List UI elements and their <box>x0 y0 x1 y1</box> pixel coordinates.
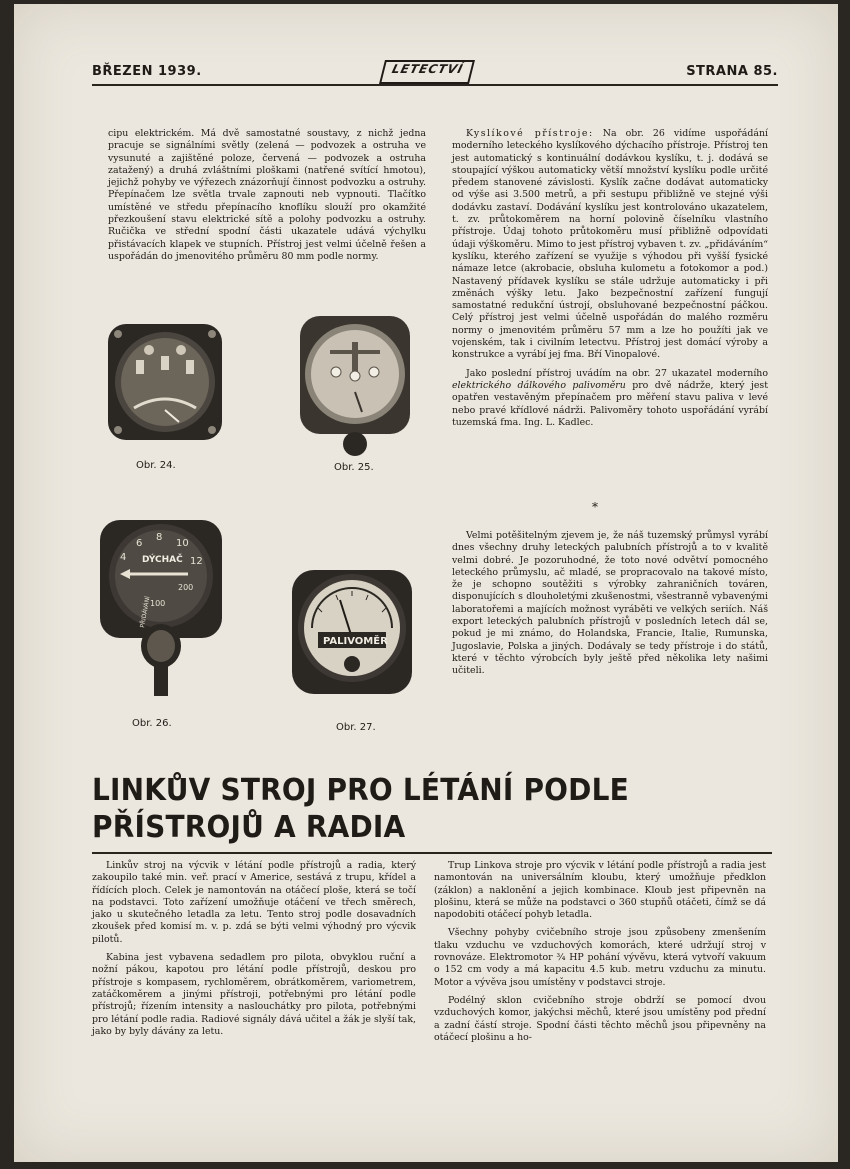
article-headline: LINKŮV STROJ PRO LÉTÁNÍ PODLE PŘÍSTROJŮ A RADIA <box>92 772 629 845</box>
figure-24-instrument-photo <box>104 320 226 444</box>
paragraph: Jako poslední přístroj uvádím na obr. 27 ukazatel moderního elektrického dálkového palivoměru pro dvě nádrže, který jest opatřen vestavěným přepínačem pro měření stavu paliva v levé nebo pravé křídlové nádrži. Palivoměry tohoto uspořádání vyrábí tuzemská fma. Ing. L. Kadlec. <box>452 367 768 428</box>
figure-26-oxygen-apparatus-photo <box>98 516 226 698</box>
top-right-column <box>452 128 768 435</box>
page-number: STRANA 85. <box>686 64 778 79</box>
svg-text:12: 12 <box>190 556 203 567</box>
svg-text:100: 100 <box>150 599 166 608</box>
figure-27-fuel-gauge-photo <box>288 566 416 706</box>
magazine-logo: LETECTVÍ <box>379 60 475 84</box>
paragraph: Všechny pohyby cvičebního stroje jsou způsobeny zmenšením tlaku vzduchu ve vzduchových komorách, které udržují stroj v rovnováze. Elektromotor ¾ HP pohání vývěvu, která vytvoří vakuum o 152 cm vody a má kapacitu 4.5 kub. metru vzduchu za minutu. Motor a vývěva jsou umístěny v podstavci stroje. <box>434 927 766 988</box>
top-left-column <box>108 128 426 269</box>
bottom-left-column <box>92 860 416 1044</box>
dial-label: PALIVOMĚR <box>323 636 388 647</box>
figure-25-instrument-photo <box>296 312 414 460</box>
top-right-column-continued <box>452 530 768 684</box>
figure-27-caption: Obr. 27. <box>336 722 376 733</box>
paragraph: Trup Linkova stroje pro výcvik v létání podle přístrojů a radia jest namontován na universálním kloubu, který umožňuje předklon (záklon) a naklonění a jejich kombinace. Kloub jest připevněn na plošinu, která se může na podstavci o 360 stupňů otáčeti, čímž se dá napodobiti otáčecí pohyb letadla. <box>434 860 766 921</box>
headline-rule <box>92 852 772 854</box>
bottom-right-column <box>434 860 766 1050</box>
paragraph: Linkův stroj na výcvik v létání podle přístrojů a radia, který zakoupilo také min. veř. prací v Americe, sestává z trupu, křídel a řídících ploch. Celek je namontován na otáčecí ploše, která se točí na podstavci. Toto zařízení umožňuje otáčení ve třech směrech, jako u skutečného letadla za letu. Tento stroj podle dosavadních zkoušek před komisí m. v. p. zdá se býti velmi výhodný pro výcvik pilotů. <box>92 860 416 945</box>
page-header <box>92 58 778 86</box>
figure-25-caption: Obr. 25. <box>334 462 374 473</box>
paragraph: Velmi potěšitelným zjevem je, že náš tuzemský průmysl vyrábí dnes všechny druhy leteckých palubních přístrojů a to v kvalitě velmi dobré. Je pozoruhodné, že toto nové odvětví pomocného leteckého průmyslu, ač mladé, se propracovalo na takové místo, že je schopno soutěžiti s výrobky zahraničních továren, disponujících s dlouholetými zkušenostmi, všestranně vybavenými laboratořemi a majících možnost vyráběti ve velkých seriích. Náš export leteckých palubních přístrojů v posledních letech dál se, pokud je mi známo, do Holandska, Francie, Italie, Rumunska, Jugoslavie, Polska a jiných. Dodávaly se tedy přístroje i do států, které v těchto výrobcích byly ještě před několika lety našimi učiteli. <box>452 530 768 677</box>
section-lead: Kyslíkové přístroje: <box>466 128 594 139</box>
svg-text:200: 200 <box>178 583 194 592</box>
section-separator: * <box>592 500 598 514</box>
paragraph: Podélný sklon cvičebního stroje obdrží se pomocí dvou vzduchových komor, jakýchsi měchů, které jsou umístěny pod přední a zadní částí stroje. Spodní části těchto měchů jsou připevněny na otáčecí plošinu a ho- <box>434 994 766 1043</box>
dial-label: DÝCHAČ <box>142 555 183 565</box>
svg-text:8: 8 <box>156 532 163 543</box>
issue-date: BŘEZEN 1939. <box>92 64 202 79</box>
paragraph: Kabina jest vybavena sedadlem pro pilota, obvyklou ruční a nožní pákou, kapotou pro létání podle přístrojů, deskou pro přístroje s kompasem, rychloměrem, obrátkoměrem, variometrem, zatáčkoměrem a jinými přístroji, potřebnými pro létání podle přístrojů; řízením intensity a naslouchátky pro pilota, potřebnými pro létání podle radia. Radiové signály dává učitel a žák je slyší tak, jako by byly dávány za letu. <box>92 952 416 1037</box>
paragraph: cipu elektrickém. Má dvě samostatné soustavy, z nichž jedna pracuje se signálními světly (zelená — podvozek a ostruha ve vysunuté a zajištěné poloze, červená — podvozek a ostruha zatažený) a druhá zvláštními ploškami (natřené svítící hmotou), jejichž pohyby ve výřezech znázorňují činnost podvozku a ostruhy. Přepínačem lze světla trvale zapnouti neb vypnouti. Tlačítko umístěné ve středu přepínacího knoflíku slouží pro okamžité přezkoušení stavu elektrické sítě a polohy podvozku a ostruhy. Ručička ve střední spodní části ukazatele udává výchylku přistávacích klapek ve stupních. Přístroj jest velmi účelně řešen a uspořádán do jmenovitého průměru 80 mm podle normy. <box>108 128 426 262</box>
paragraph: Kyslíkové přístroje: Na obr. 26 vidíme uspořádání moderního leteckého kyslíkového dýchacího přístroje. Přístroj ten jest automatický s kontinuální dodávkou kyslíku, t. j. dodává se stoupající výškou automaticky větší množství kyslíku podle určité předem stanovené závislosti. Kyslík začne dodávat automaticky od výše asi 3.500 metrů, a při sestupu přibližně ve stejné výši dodávku zastaví. Dodávání kyslíku jest kontrolováno ukazatelem, t. zv. průtokoměrem na horní polovině číselníku vlastního přístroje. Údaj tohoto průtokoměru musí přibližně odpovídati údaji výškoměru. Mimo to jest přístroj vybaven t. zv. „přidáváním“ kyslíku, kterého zařízení se využije s výhodou při vyšší fysické námaze letce (akrobacie, obsluha kulometu a fotokomor a pod.) Nastavený přídavek kyslíku se stále udržuje automaticky i při změnách výšky letu. Jako bezpečnostní zařízení fungují samostatné redukční ústrojí, obsluhované bezpečnostní páčkou. Celý přístroj jest velmi účelně uspořádán do malého rozměru normy o jmenovitém průměru 57 mm a lze ho použíti jak ve vojenském, tak i civilním letectvu. Přístroj jest domácí výroby a konstrukce a vyrábí jej fma. Bří Vinopalové. <box>452 128 768 361</box>
svg-text:6: 6 <box>136 538 143 549</box>
svg-text:4: 4 <box>120 552 127 563</box>
emphasis: elektrického dálkového palivoměru <box>452 379 626 391</box>
figure-26-caption: Obr. 26. <box>132 718 172 729</box>
svg-text:10: 10 <box>176 538 189 549</box>
knob-label: PŘIDÁVÁNÍ <box>139 595 152 629</box>
figure-24-caption: Obr. 24. <box>136 460 176 471</box>
